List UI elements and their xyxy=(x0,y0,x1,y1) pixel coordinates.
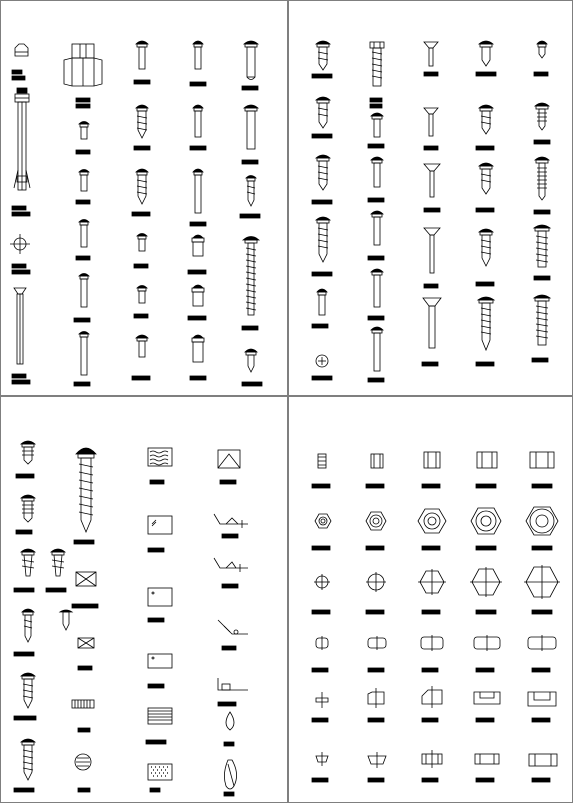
nut-side-view-icon xyxy=(366,454,384,488)
striped-hatch-swatch xyxy=(146,708,172,744)
countersunk-screw-icon xyxy=(422,298,441,366)
hatch-strip-symbol xyxy=(72,700,94,732)
hex-nut-top-view-icon xyxy=(418,509,446,550)
small-screw-icon xyxy=(134,234,148,269)
nut-profile-icon xyxy=(422,686,442,722)
detail-box-symbol xyxy=(148,516,172,552)
weld-symbol xyxy=(218,620,248,650)
machine-screw-icon xyxy=(76,122,90,155)
bolt-icon xyxy=(190,169,206,226)
machine-screw-icon xyxy=(76,170,90,205)
nut-side-view-icon xyxy=(530,452,554,488)
nut-outline-icon xyxy=(312,574,330,614)
nut-outline-icon xyxy=(418,569,446,614)
lock-nut-icon xyxy=(529,754,557,782)
quadrant-top-left xyxy=(10,41,262,386)
quadrant-bottom-left xyxy=(14,441,248,796)
detail-box-symbol xyxy=(148,654,172,688)
lock-nut-icon xyxy=(312,752,328,782)
self-tapping-screw-icon xyxy=(16,495,35,534)
machine-screw-icon xyxy=(76,220,90,261)
phillips-head-icon xyxy=(312,355,332,380)
cap-nut-icon xyxy=(12,44,28,80)
weld-symbol xyxy=(218,678,248,706)
crossed-box-symbol xyxy=(72,572,98,608)
machine-screw-icon xyxy=(368,269,384,320)
wood-screw-icon xyxy=(476,163,494,212)
pan-screw-icon xyxy=(134,41,150,84)
anchor-bolt-icon xyxy=(12,88,30,216)
hex-nut-top-view-icon xyxy=(471,508,501,550)
crosshair-icon xyxy=(10,234,30,274)
dotted-hatch-swatch xyxy=(148,764,172,792)
nut-side-view-icon xyxy=(476,452,497,488)
quadrant-bottom-right xyxy=(312,452,560,782)
machine-screw-icon xyxy=(368,211,384,260)
nut-outline-icon xyxy=(366,572,386,614)
self-tapping-screw-icon xyxy=(16,441,35,478)
wood-screw-icon xyxy=(132,169,150,216)
wood-screw-icon xyxy=(476,229,494,286)
bolt-icon xyxy=(190,105,206,150)
small-screw-icon xyxy=(134,286,148,319)
weld-symbol xyxy=(214,514,248,538)
self-tapping-screw-icon xyxy=(534,103,550,144)
washer-side-view-icon xyxy=(528,635,556,672)
wood-screw-icon xyxy=(312,97,332,138)
nut-outline-icon xyxy=(524,565,560,614)
crossed-box-symbol xyxy=(78,638,94,670)
drop-symbol xyxy=(224,712,234,746)
washer-side-view-icon xyxy=(368,636,386,672)
wood-screw-icon xyxy=(14,739,35,792)
countersunk-screw-icon xyxy=(424,228,440,288)
wood-screw-icon xyxy=(60,610,72,630)
sleeve-icon xyxy=(188,235,206,274)
hook-symbol xyxy=(224,760,237,796)
nut-side-view-icon xyxy=(312,454,330,488)
nut-profile-icon xyxy=(312,692,328,722)
wood-screw-icon xyxy=(312,41,332,78)
hex-nut-large-icon xyxy=(64,44,102,108)
wood-screw-icon xyxy=(476,297,494,366)
small-screw-icon xyxy=(534,41,548,76)
self-tapping-screw-icon xyxy=(532,295,550,362)
wood-screw-icon xyxy=(14,609,34,656)
screw-icon xyxy=(476,41,496,76)
hatched-circle-symbol xyxy=(75,754,91,792)
wood-screw-icon xyxy=(476,105,494,150)
weld-symbol xyxy=(214,558,248,588)
self-tapping-screw-icon xyxy=(534,225,550,280)
sleeve-icon xyxy=(188,285,206,320)
nut-outline-icon xyxy=(470,567,502,614)
bolt-icon xyxy=(312,289,328,328)
sleeve-icon xyxy=(190,335,206,380)
nut-profile-icon xyxy=(474,692,500,722)
gravel-hatch-swatch xyxy=(148,448,172,484)
hex-nut-top-view-icon xyxy=(526,507,558,550)
long-anchor-icon xyxy=(12,288,30,384)
wood-screw-icon xyxy=(242,349,262,386)
lock-nut-icon xyxy=(422,750,442,782)
wood-screw-icon xyxy=(14,673,36,720)
hex-nut-top-view-icon xyxy=(312,514,331,550)
wood-screw-icon xyxy=(312,155,332,204)
hex-bolt-icon xyxy=(370,42,384,108)
countersunk-screw-icon xyxy=(424,108,438,150)
nut-profile-icon xyxy=(368,688,384,722)
detail-box-symbol xyxy=(148,588,172,622)
tube-bolt-icon xyxy=(242,41,258,90)
wood-screw-icon xyxy=(312,217,332,276)
countersunk-screw-icon xyxy=(424,42,438,76)
anchor-plug-icon xyxy=(14,549,35,592)
machine-screw-icon xyxy=(74,332,90,387)
machine-screw-icon xyxy=(74,274,90,323)
washer-side-view-icon xyxy=(474,635,500,672)
slope-marker-symbol xyxy=(218,450,240,484)
anchor-plug-icon xyxy=(46,549,66,592)
self-tapping-screw-icon xyxy=(534,157,550,214)
machine-screw-icon xyxy=(368,113,384,148)
lock-nut-icon xyxy=(368,752,386,782)
bolt-icon xyxy=(190,41,206,86)
wood-screw-icon xyxy=(134,105,150,150)
lock-nut-icon xyxy=(475,754,499,782)
machine-screw-icon xyxy=(368,327,384,382)
small-screw-icon xyxy=(132,335,150,380)
long-wood-screw-icon xyxy=(74,448,96,544)
washer-side-view-icon xyxy=(421,635,443,672)
nut-side-view-icon xyxy=(422,452,440,488)
hex-nut-top-view-icon xyxy=(366,512,386,550)
countersunk-screw-icon xyxy=(424,164,440,212)
threaded-rod-icon xyxy=(242,237,259,331)
tube-bolt-icon xyxy=(242,105,258,164)
nut-profile-icon xyxy=(528,692,556,722)
quadrant-top-right xyxy=(312,41,550,382)
wood-screw-icon xyxy=(240,176,260,219)
machine-screw-icon xyxy=(368,157,384,202)
washer-side-view-icon xyxy=(312,636,328,672)
sheet-frame xyxy=(1,1,573,803)
